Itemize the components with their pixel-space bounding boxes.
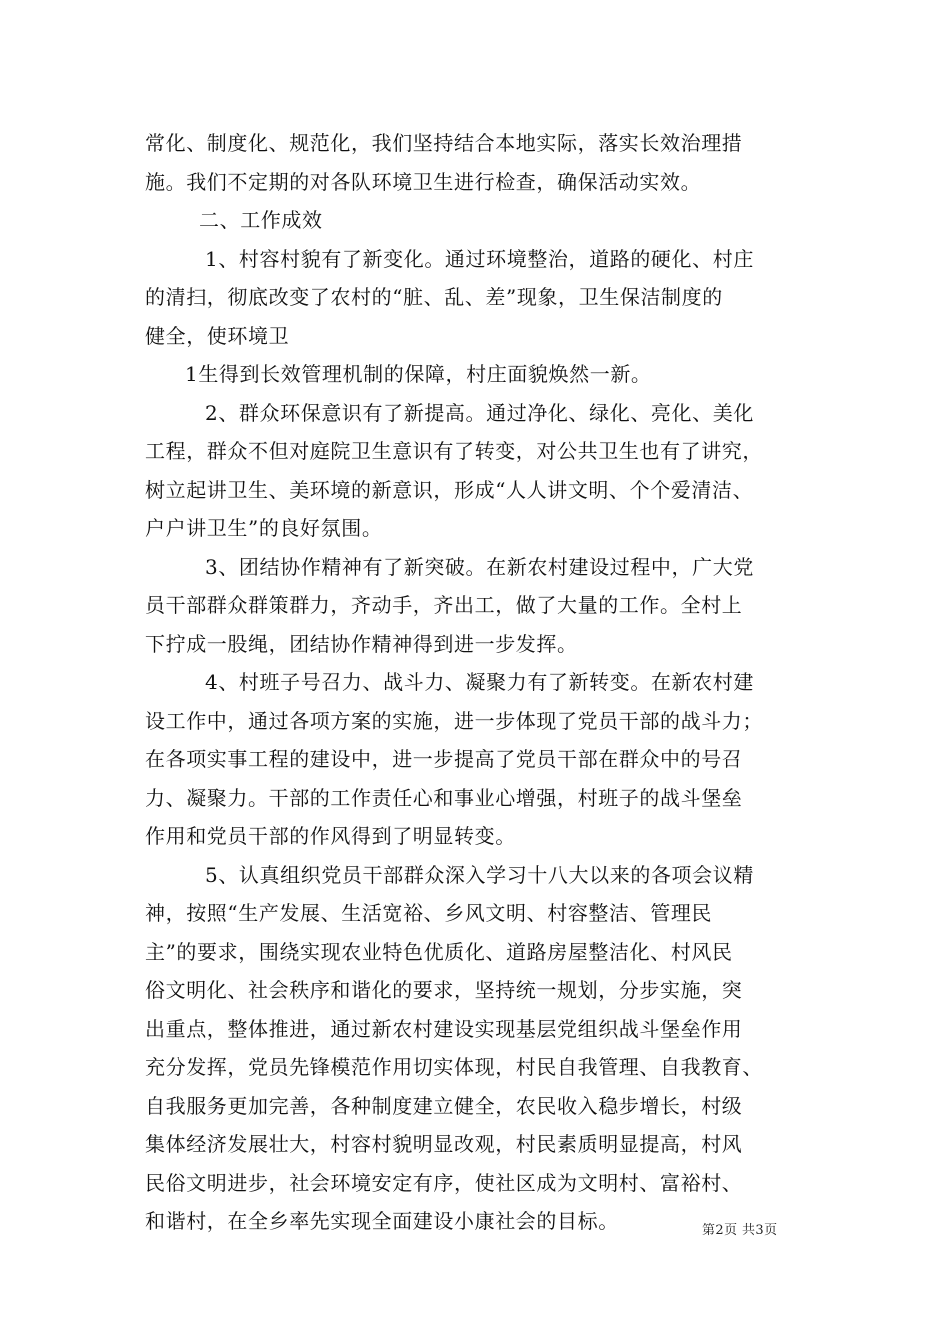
- text-line: 出重点，整体推进，通过新农村建设实现基层党组织战斗堡垒作用: [145, 1016, 743, 1041]
- paragraph-start-line: 1、村容村貌有了新变化。通过环境整治，道路的硬化、村庄: [205, 246, 754, 271]
- text-line: 作用和党员干部的作风得到了明显转变。: [145, 824, 516, 848]
- text-line: 神，按照“生产发展、生活宽裕、乡风文明、村容整洁、管理民: [145, 901, 713, 925]
- text-line: 施。我们不定期的对各队环境卫生进行检查，确保活动实效。: [145, 169, 702, 194]
- text-line: 树立起讲卫生、美环境的新意识，形成“人人讲文明、个个爱清洁、: [145, 477, 754, 502]
- text-line: 自我服务更加完善，各种制度建立健全，农民收入稳步增长，村级: [145, 1093, 743, 1118]
- text-line: 工程，群众不但对庭院卫生意识有了转变，对公共卫生也有了讲究，: [145, 439, 763, 463]
- text-line: 充分发挥，党员先锋模范作用切实体现，村民自我管理、自我教育、: [145, 1055, 763, 1079]
- text-line: 民俗文明进步，社会环境安定有序，使社区成为文明村、富裕村、: [145, 1170, 743, 1195]
- text-line: 户户讲卫生”的良好氛围。: [145, 516, 383, 540]
- text-line: 主”的要求，围绕实现农业特色优质化、道路房屋整洁化、村风民: [145, 939, 733, 964]
- text-line: 员干部群众群策群力，齐动手，齐出工，做了大量的工作。全村上: [145, 593, 743, 617]
- text-line: 1生得到长效管理机制的保障，村庄面貌焕然一新。: [185, 362, 652, 386]
- text-line: 健全，使环境卫: [145, 323, 290, 348]
- section-heading: 二、工作成效: [199, 208, 323, 232]
- text-line: 设工作中，通过各项方案的实施，进一步体现了党员干部的战斗力；: [145, 708, 763, 733]
- document-body: [145, 124, 835, 1241]
- text-line: 在各项实事工程的建设中，进一步提高了党员干部在群众中的号召: [145, 747, 743, 771]
- text-line: 和谐村，在全乡率先实现全面建设小康社会的目标。: [145, 1209, 619, 1233]
- text-line: 集体经济发展壮大，村容村貌明显改观，村民素质明显提高，村风: [145, 1132, 743, 1156]
- page-number: 第2页 共3页: [702, 1223, 778, 1238]
- text-line: 力、凝聚力。干部的工作责任心和事业心增强，村班子的战斗堡垒: [145, 785, 743, 810]
- text-line: 的清扫，彻底改变了农村的“脏、乱、差”现象，卫生保洁制度的: [145, 285, 723, 309]
- text-line: 下拧成一股绳，团结协作精神得到进一步发挥。: [145, 631, 578, 656]
- paragraph-start-line: 3、团结协作精神有了新突破。在新农村建设过程中，广大党: [205, 554, 754, 579]
- paragraph-start-line: 2、群众环保意识有了新提高。通过净化、绿化、亮化、美化: [205, 400, 754, 425]
- paragraph-start-line: 4、村班子号召力、战斗力、凝聚力有了新转变。在新农村建: [205, 670, 754, 694]
- paragraph-start-line: 5、认真组织党员干部群众深入学习十八大以来的各项会议精: [205, 862, 754, 887]
- text-line: 常化、制度化、规范化，我们坚持结合本地实际，落实长效治理措: [145, 131, 743, 155]
- text-line: 俗文明化、社会秩序和谐化的要求，坚持统一规划，分步实施，突: [145, 978, 743, 1002]
